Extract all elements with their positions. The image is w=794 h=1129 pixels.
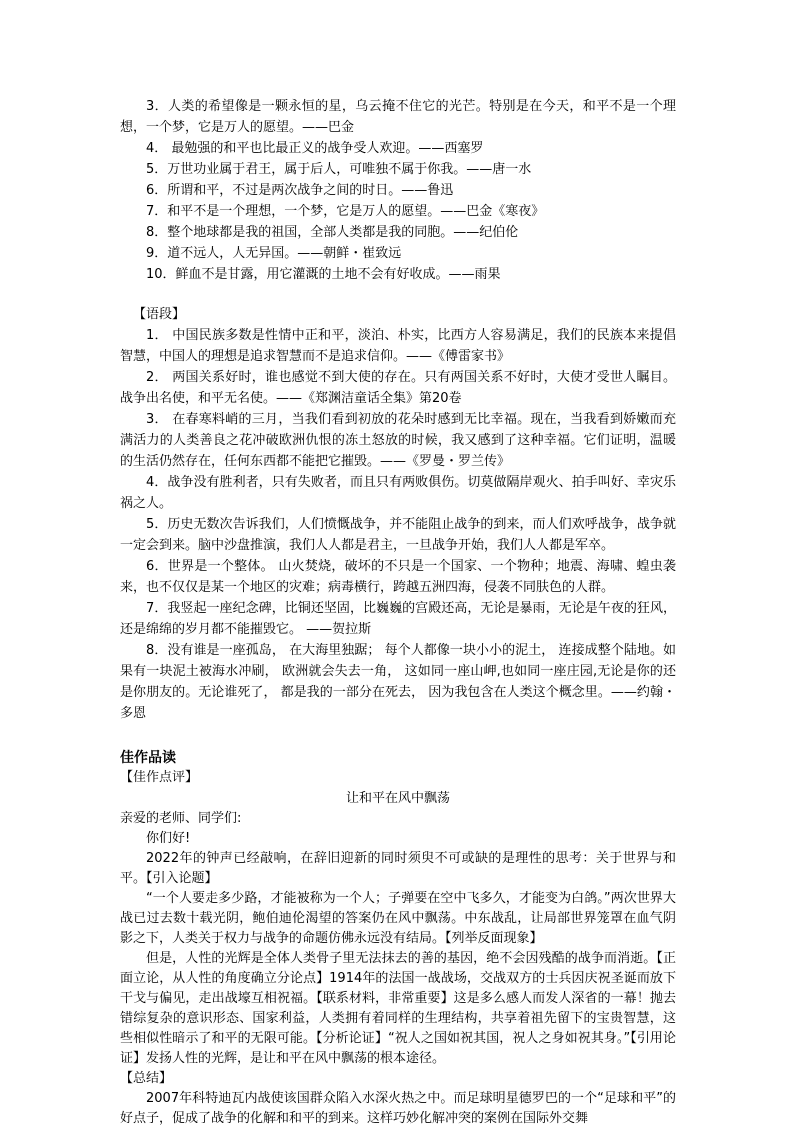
paragraph-item: 6．世界是一个整体。 山火焚烧，破坏的不只是一个国家、一个物种；地震、海啸、蝗虫袭来，也不仅仅是某一个地区的灾难；病毒横行，跨越五洲四海，侵袭不同肤色的人群。 xyxy=(120,559,676,595)
essay-paragraph: “一个人要走多少路，才能被称为一个人；子弹要在空中飞多久，才能变为白鸽。”两次世界大战已过去数十载光阴，鲍伯迪伦渴望的答案仍在风中飘荡。中东战乱，让局部世界笼罩在血气阴影之下，人类关于权力与战争的命题仿佛永远没有结局。【列举反面现象】 xyxy=(120,891,676,946)
yuduan-list xyxy=(120,325,676,724)
paragraph-item: 4．战争没有胜利者，只有失败者，而且只有两败俱伤。切莫做隔岸观火、拍手叫好、幸灾乐祸之人。 xyxy=(120,475,676,511)
essay-paragraph: 2007年科特迪瓦内战使该国群众陷入水深火热之中。而足球明星德罗巴的一个“足球和平”的好点子，促成了战争的化解和和平的到来。这样巧妙化解冲突的案例在国际外交舞 xyxy=(120,1091,676,1126)
greeting: 你们好! xyxy=(146,831,191,846)
quotes-list xyxy=(120,96,676,285)
quote-item: 7．和平不是一个理想，一个梦，它是万人的愿望。——巴金《寒夜》 xyxy=(146,204,545,219)
paragraph-item: 7．我竖起一座纪念碑，比铜还坚固，比巍巍的宫殿还高，无论是暴雨，无论是午夜的狂风，还是绵绵的岁月都不能摧毁它。 ——贺拉斯 xyxy=(120,601,676,637)
quote-item: 8．整个地球都是我的祖国，全部人类都是我的同胞。——纪伯伦 xyxy=(146,225,519,240)
essay-body xyxy=(120,849,676,1129)
quote-item: 6．所谓和平，不过是两次战争之间的时日。——鲁迅 xyxy=(146,183,454,198)
essay-paragraph: 【总结】 xyxy=(120,1071,173,1086)
essay-title: 让和平在风中飘荡 xyxy=(345,791,450,806)
essay-paragraph: 但是，人性的光辉是全体人类骨子里无法抹去的善的基因，绝不会因残酷的战争而消逝。【正面立论，从人性的角度确立分论点】1914年的法国一战战场，交战双方的士兵因庆祝圣诞而放下干戈与偏见，走出战壕互相祝福。【联系材料，非常重要】这是多么感人而发人深省的一幕！抛去错综复杂的意识形态、国家利益，人类拥有着同样的生理结构，共享着祖先留下的宝贵智慧，这些相似性暗示了和平的无限可能。【分析论证】“祝人之国如祝其国，祝人之身如祝其身。”【引用论证】发扬人性的光辉，是让和平在风中飘荡的根本途径。 xyxy=(120,951,676,1066)
quote-item: 3．人类的希望像是一颗永恒的星，乌云掩不住它的光芒。特别是在今天，和平不是一个理想，一个梦，它是万人的愿望。——巴金 xyxy=(120,99,676,135)
essay-paragraph: 2022年的钟声已经敲响，在辞旧迎新的同时须臾不可或缺的是理性的思考：关于世界与和平。【引入论题】 xyxy=(120,851,676,886)
paragraph-item: 1． 中国民族多数是性情中正和平，淡泊、朴实，比西方人容易满足，我们的民族本来提倡智慧，中国人的理想是追求智慧而不是追求信仰。——《傅雷家书》 xyxy=(120,328,676,364)
document-page xyxy=(120,96,676,1129)
salutation: 亲爱的老师、同学们: xyxy=(120,811,242,826)
quote-item: 10．鲜血不是甘露，用它灌溉的土地不会有好收成。——雨果 xyxy=(146,267,501,282)
quote-item: 9．道不远人，人无异国。——朝鲜・崔致远 xyxy=(146,246,402,261)
paragraph-item: 2． 两国关系好时，谁也感觉不到大使的存在。只有两国关系不好时，大使才受世人瞩目。战争出名使，和平无名使。——《郑渊洁童话全集》第20卷 xyxy=(120,370,676,406)
paragraph-item: 8．没有谁是一座孤岛， 在大海里独踞； 每个人都像一块小小的泥土， 连接成整个陆地。如果有一块泥土被海水冲刷， 欧洲就会失去一角， 这如同一座山岬,也如同一座庄园,无论是你的还是你朋友的。无论谁死了， 都是我的一部分在死去， 因为我包含在人类这个概念里。——约翰・多恩 xyxy=(120,643,676,721)
paragraph-item: 5．历史无数次告诉我们，人们愤慨战争，并不能阻止战争的到来，而人们欢呼战争，战争就一定会到来。脑中沙盘推演，我们人人都是君主，一旦战争开始，我们人人都是军卒。 xyxy=(120,517,676,553)
section-label-yuduan: 【语段】 xyxy=(133,307,186,322)
section-heading: 佳作品读 xyxy=(120,750,176,766)
quote-item: 5．万世功业属于君王，属于后人，可唯独不属于你我。——唐一水 xyxy=(146,162,532,177)
quote-item: 4． 最勉强的和平也比最正义的战争受人欢迎。——西塞罗 xyxy=(146,141,484,156)
paragraph-item: 3． 在春寒料峭的三月，当我们看到初放的花朵时感到无比幸福。现在，当我看到娇嫩而充满活力的人类善良之花冲破欧洲仇恨的冻土怒放的时候，我又感到了这种幸福。它们证明，温暖的生活仍然存在，任何东西都不能把它摧毁。——《罗曼・罗兰传》 xyxy=(120,412,676,469)
section-subheading: 【佳作点评】 xyxy=(120,770,199,785)
